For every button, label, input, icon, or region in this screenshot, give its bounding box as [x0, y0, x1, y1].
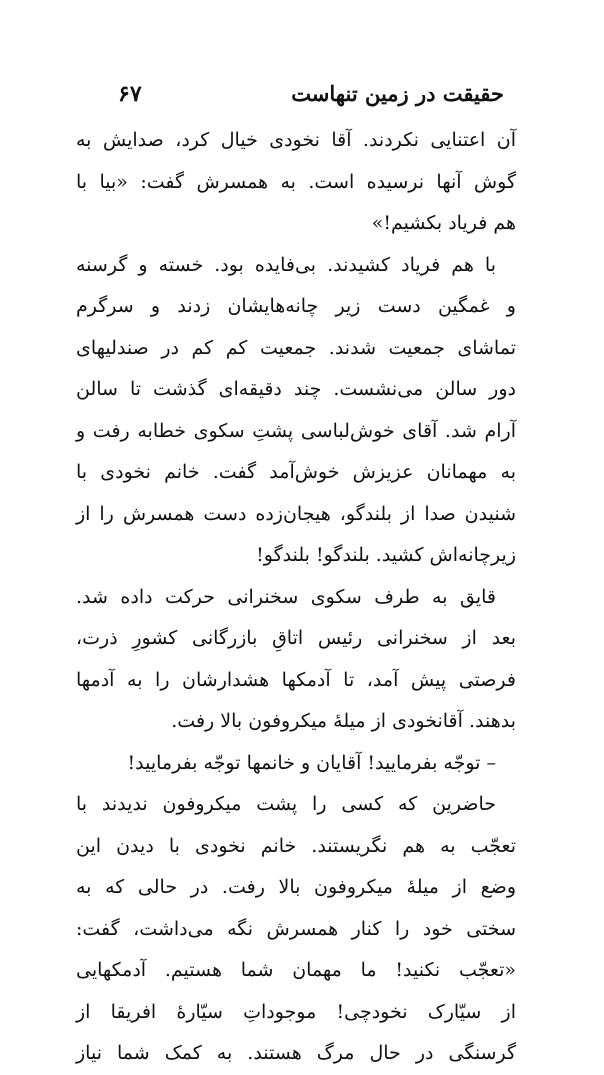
- text-line: هم فریاد بکشیم!»: [371, 212, 516, 234]
- text-line: شنیدن صدا از بلندگو، هیجان‌زده دست همسرش را از: [76, 502, 516, 525]
- text-line: آن اعتنایی نکردند. آقا نخودی خیال کرد، صدایش به: [76, 129, 516, 151]
- text-line: سختی خود را کنار همسرش نگه می‌داشت، گفت:: [76, 917, 516, 940]
- page-header: [118, 78, 504, 114]
- text-line: حاضرین که کسی را پشت میکروفون ندیدند با: [76, 793, 496, 815]
- text-line: زیرچانه‌اش کشید. بلندگو! بلندگو!: [256, 544, 516, 566]
- text-line: بدهند. آقانخودی از میلهٔ میکروفون بالا رفت.: [171, 710, 516, 732]
- text-line: به مهمانان عزیزش خوش‌آمد گفت. خانم نخودی با: [76, 461, 516, 483]
- text-line: قایق به طرف سکوی سخنرانی حرکت داده شد.: [76, 585, 496, 608]
- text-line: «تعجّب نکنید! ما مهمان شما هستیم. آدمکهایی: [76, 959, 516, 981]
- text-line: فرصتی پیش آمد، تا آدمکها هشدارشان را به آدمها: [76, 668, 516, 691]
- text-line: و غمگین دست زیر چانه‌هایشان زدند و سرگرم: [76, 295, 516, 317]
- text-line: بعد از سخنرانی رئیس اتاقِ بازرگانی کشورِ ذرت،: [76, 627, 516, 649]
- text-line: با هم فریاد کشیدند. بی‌فایده بود. خسته و گرسنه: [76, 253, 496, 276]
- text-line: آرام شد. آقای خوش‌لباسی پشتِ سکوی خطابه رفت و: [76, 419, 516, 442]
- running-title: حقیقت در زمین تنهاست: [291, 81, 504, 106]
- text-line: – توجّه بفرمایید! آقایان و خانمها توجّه بفرمایید!: [127, 751, 496, 774]
- text-line: تعجّب به هم نگریستند. خانم نخودی با دیدن این: [76, 834, 516, 857]
- body-text: [76, 120, 516, 1075]
- text-line: دور سالن می‌نشست. چند دقیقه‌ای گذشت تا سالن: [76, 378, 516, 400]
- page-number: ۶۷: [118, 81, 142, 107]
- text-line: از سیّارک نخودچی! موجوداتِ سیّارهٔ افریقا از: [76, 1000, 516, 1023]
- text-line: گرسنگی در حال مرگ هستند. به کمک شما نیاز: [76, 1042, 516, 1064]
- text-line: وضع از میلهٔ میکروفون بالا رفت. در حالی که به: [76, 876, 516, 898]
- text-line: تماشای جمعیت شدند. جمعیت کم کم در صندلیهای: [76, 336, 516, 359]
- text-line: گوش آنها نرسیده است. به همسرش گفت: «بیا با: [76, 170, 516, 193]
